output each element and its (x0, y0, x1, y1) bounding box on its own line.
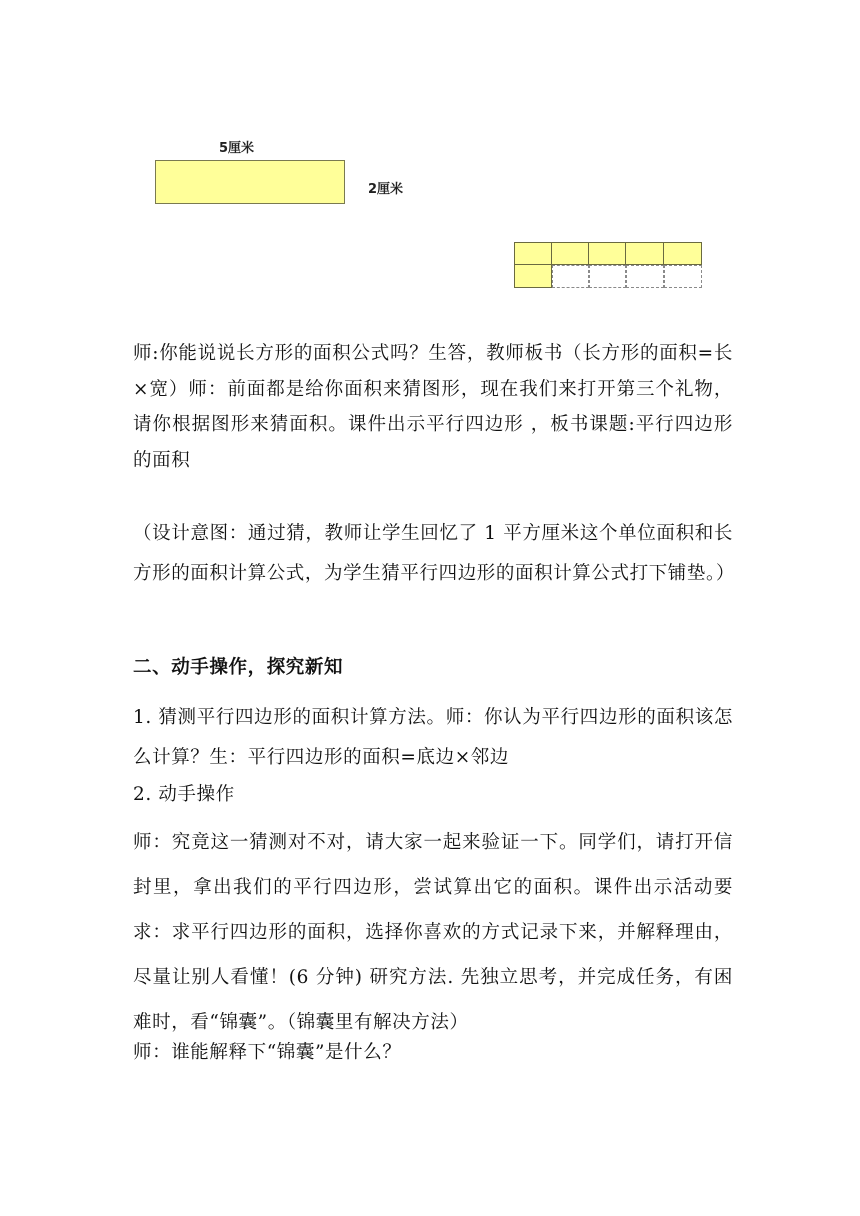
grid-cell-filled (663, 242, 702, 265)
paragraph-guess-method (133, 698, 733, 778)
section-heading (133, 656, 733, 680)
paragraph-activity (133, 820, 733, 1045)
paragraph-text: 2. 动手操作 (133, 784, 235, 805)
grid-cell-filled (588, 242, 626, 265)
grid-cell-filled (625, 242, 664, 265)
paragraph-text: 师：谁能解释下“锦囊”是什么？ (133, 1042, 402, 1063)
paragraph-text: （设计意图：通过猜，教师让学生回忆了 1 平方厘米这个单位面积和长方形的面积计算公式，为学生猜平行四边形的面积计算公式打下铺垫。） (133, 523, 735, 584)
grid-cell-filled (514, 242, 552, 265)
grid-cell-empty (626, 265, 664, 288)
paragraph-text: 师:你能说说长方形的面积公式吗？生答，教师板书（长方形的面积=长×宽）师：前面都是给你面积来猜图形，现在我们来打开第三个礼物，请你根据图形来猜面积。课件出示平行四边形 ，板书课题:平行四边形的面积 (133, 343, 733, 471)
paragraph-text: 师：究竟这一猜测对不对，请大家一起来验证一下。同学们，请打开信封里，拿出我们的平行四边形，尝试算出它的面积。课件出示活动要求：求平行四边形的面积，选择你喜欢的方式记录下来，并解释理由，尽量让别人看懂！(6 分钟) 研究方法. 先独立思考，并完成任务，有困难时，看“锦囊”。（锦囊里有解决方法） (133, 832, 733, 1033)
paragraph-text: 1. 猜测平行四边形的面积计算方法。师：你认为平行四边形的面积该怎么计算？生：平行四边形的面积=底边×邻边 (133, 707, 733, 768)
paragraph-hands-on (133, 780, 733, 810)
paragraph-question (133, 1038, 733, 1068)
rectangle-width-label: 2厘米 (368, 182, 404, 197)
grid-cell-filled (551, 242, 589, 265)
grid-cell-empty (664, 265, 702, 288)
paragraph-area-formula (133, 336, 733, 478)
unit-square-grid (514, 242, 702, 288)
rectangle-length-label: 5厘米 (219, 141, 255, 156)
grid-cell-empty (589, 265, 626, 288)
grid-cell-filled (514, 264, 552, 288)
grid-cell-empty (552, 265, 589, 288)
heading-text: 二、动手操作，探究新知 (133, 657, 344, 678)
yellow-rectangle (155, 160, 345, 204)
paragraph-design-intent (133, 514, 733, 594)
